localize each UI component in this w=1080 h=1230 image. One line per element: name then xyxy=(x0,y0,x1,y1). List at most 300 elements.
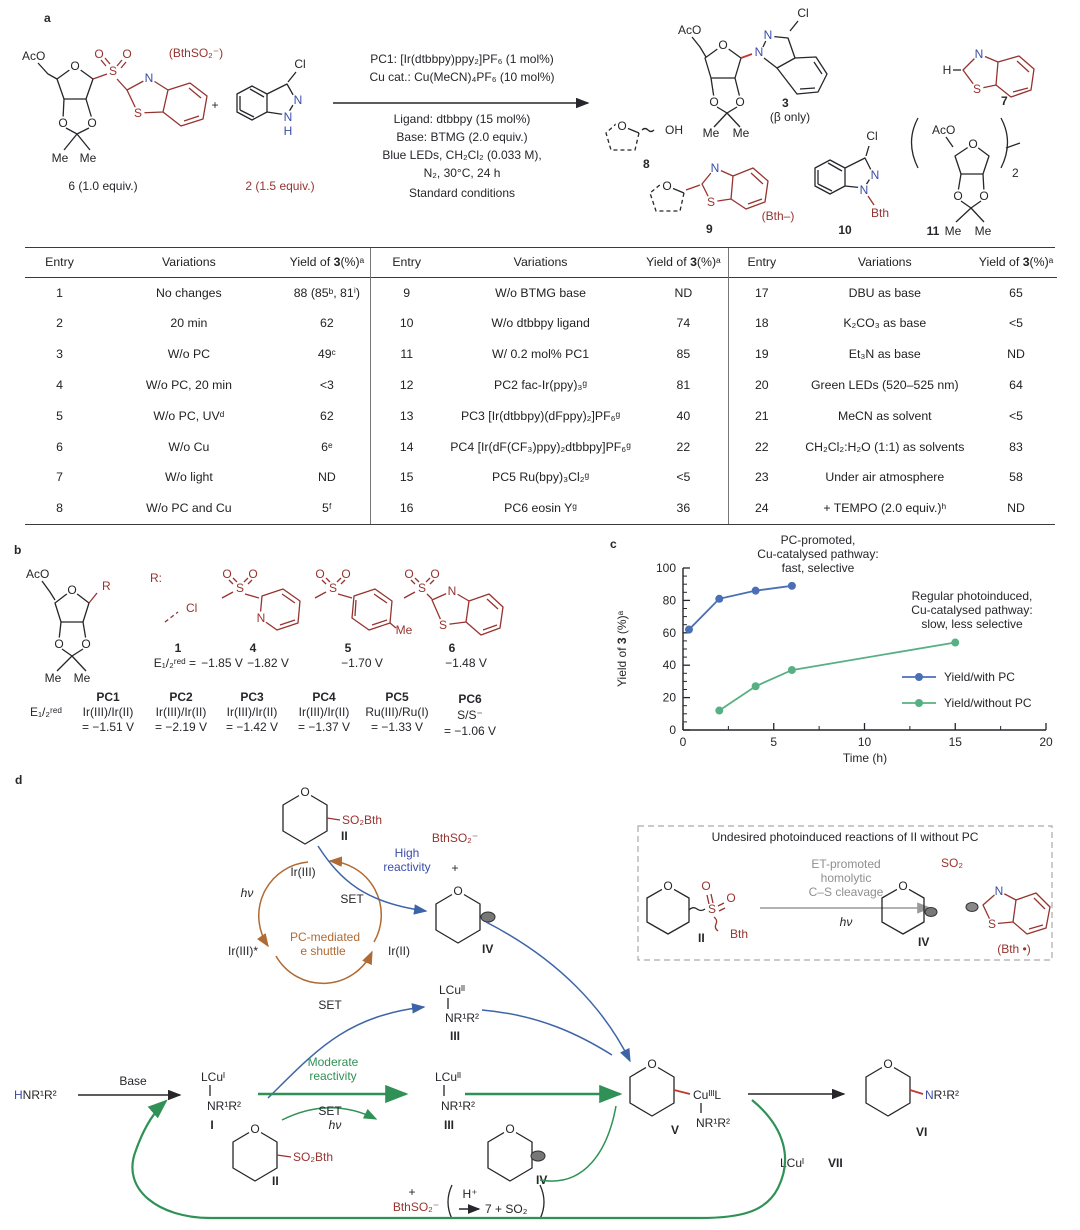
r-heading: R: xyxy=(150,571,162,585)
pc-shuttle-2: e shuttle xyxy=(300,944,346,958)
pc3-potential: = −1.42 V xyxy=(225,720,279,734)
bth-fragment-label: (Bth–) xyxy=(761,209,795,223)
r6-n: N xyxy=(447,584,457,598)
cmp2-n1: N xyxy=(283,110,293,124)
cmp7-n: N xyxy=(974,47,984,61)
nr1r2-label: NR¹R² xyxy=(445,1011,479,1025)
entry-cell: 20 xyxy=(754,378,769,393)
conditions-line-4: Base: BTMG (2.0 equiv.) xyxy=(396,130,528,144)
entry-cell: 3 xyxy=(56,347,63,362)
yield-cell: <5 xyxy=(1008,316,1023,331)
r6-s2: S xyxy=(438,618,448,632)
iii-label: III xyxy=(449,1029,461,1043)
variation-cell: W/o BTMG base xyxy=(495,285,586,300)
inset-s: S xyxy=(707,902,717,916)
base-label: Base xyxy=(119,1074,147,1088)
lcu2-label: LCuᴵᴵ xyxy=(434,1070,462,1084)
table-row xyxy=(729,432,1057,463)
h-plus: H⁺ xyxy=(462,1187,478,1201)
annotation-without-pc xyxy=(911,589,1032,631)
r4-o1: O xyxy=(222,567,232,581)
sugar-me2: Me xyxy=(73,671,91,685)
diox-o1: O xyxy=(58,116,68,130)
blue-connector-iii-to-v xyxy=(482,1010,612,1055)
reaction-conditions xyxy=(369,52,554,200)
moderate-reactivity-1: Moderate xyxy=(307,1055,359,1069)
amine-label: HNR¹R² xyxy=(14,1088,57,1102)
cmp11-subscript: 2 xyxy=(1012,166,1019,180)
yield-cell: 64 xyxy=(1009,378,1023,393)
vi-label: VI xyxy=(916,1125,928,1139)
variation-cell: 20 min xyxy=(170,316,208,331)
r6-o1: O xyxy=(404,567,414,581)
r5-s: S xyxy=(328,581,338,595)
pc1-name: PC1 xyxy=(96,690,120,704)
radical-lobe xyxy=(925,908,937,917)
table-row xyxy=(25,494,370,525)
lcu1-label: LCuᴵ xyxy=(780,1156,805,1170)
r4-o2: O xyxy=(248,567,258,581)
plus-sign: + xyxy=(408,1185,416,1199)
annotation-line: Regular photoinduced, xyxy=(911,589,1033,603)
cmp3-n2: N xyxy=(763,28,773,42)
ring-o: O xyxy=(250,1122,260,1136)
bthso2-anion: BthSO₂⁻ xyxy=(392,1200,440,1214)
cmp2-h: H xyxy=(283,124,293,138)
pc3-couple: Ir(III)/Ir(II) xyxy=(226,705,278,719)
compound-8-number: 8 xyxy=(643,157,650,171)
entry-cell: 19 xyxy=(754,347,769,362)
sulfonyl-s: S xyxy=(108,64,118,78)
lcu2-label: LCuᴵᴵ xyxy=(438,983,466,997)
inset-bth-n: N xyxy=(994,884,1004,898)
conditions-line-3: Ligand: dtbbpy (15 mol%) xyxy=(393,112,531,126)
entry-cell: 8 xyxy=(56,501,63,516)
results-table-3 xyxy=(728,248,1057,524)
r1-number: 1 xyxy=(174,641,182,655)
table-row xyxy=(729,370,1057,401)
header-yield: Yield of 3(%)ᵃ xyxy=(289,254,365,269)
r6-number: 6 xyxy=(448,641,456,655)
legend-marker-point xyxy=(915,699,923,707)
ring-o: O xyxy=(300,785,310,799)
inset-ii-label: II xyxy=(698,931,705,945)
cmp9-o: O xyxy=(662,179,672,193)
cu3-label: CuᴵᴵᴵL xyxy=(693,1088,722,1102)
table-row xyxy=(25,340,370,371)
bth-radical-label: (Bth •) xyxy=(997,942,1031,956)
compound-6-label: 6 (1.0 equiv.) xyxy=(68,179,138,193)
table-row xyxy=(729,401,1057,432)
blue-arrow-i-to-iii xyxy=(268,1007,424,1098)
table-row xyxy=(371,401,728,432)
r4-n: N xyxy=(256,611,266,625)
yield-cell: ND xyxy=(674,285,693,300)
yield-cell: 49ᶜ xyxy=(317,347,336,362)
blue-arrow-iv-to-v xyxy=(486,922,630,1061)
x-tick-labels xyxy=(680,735,1053,749)
header-yield: Yield of 3(%)ᵃ xyxy=(978,254,1054,269)
protonation-note xyxy=(448,1185,544,1219)
high-reactivity-2: reactivity xyxy=(383,860,431,874)
r5-potential: −1.70 V xyxy=(341,656,383,670)
table-row xyxy=(25,309,370,340)
entry-cell: 7 xyxy=(56,470,63,485)
aco-label: AcO xyxy=(22,49,46,63)
compound-3-structure xyxy=(678,6,827,140)
bth-n: N xyxy=(144,71,154,85)
yield-cell: <3 xyxy=(319,378,334,393)
annotation-with-pc xyxy=(757,533,878,575)
entry-cell: 17 xyxy=(754,285,769,300)
entry-cell: 14 xyxy=(399,439,414,454)
lcu1-label: LCuᴵ xyxy=(200,1070,226,1084)
y-tick: 60 xyxy=(662,625,676,640)
i-label: I xyxy=(210,1118,214,1132)
green-arc-iv-to-v xyxy=(540,1106,616,1181)
cmp11-ring-o: O xyxy=(968,137,978,151)
panel-c-chart xyxy=(600,530,1080,765)
yield-cell: <5 xyxy=(676,470,691,485)
cmp3-diox-o2: O xyxy=(735,95,745,109)
yield-cell: 85 xyxy=(676,347,691,362)
header-entry: Entry xyxy=(747,254,777,269)
variation-cell: Green LEDs (520–525 nm) xyxy=(810,378,959,393)
yield-cell: <5 xyxy=(1008,408,1023,423)
set-label: SET xyxy=(318,1104,342,1118)
variation-cell: MeCN as solvent xyxy=(837,408,932,423)
table-row xyxy=(729,494,1057,525)
cmp8-oh: OH xyxy=(665,123,683,137)
yield-cell: 62 xyxy=(320,408,334,423)
me2: Me xyxy=(79,151,97,165)
iv-label: IV xyxy=(482,942,494,956)
table-row xyxy=(371,494,728,525)
pc4-name: PC4 xyxy=(312,690,336,704)
x-tick: 15 xyxy=(948,735,962,749)
inset-iv-label: IV xyxy=(918,935,930,949)
inset-title: Undesired photoinduced reactions of II without PC xyxy=(711,830,979,844)
plus-sign: + xyxy=(211,98,219,112)
r-group-1 xyxy=(154,601,243,670)
to-7-so2: 7 + SO₂ xyxy=(485,1202,528,1216)
inset-o1: O xyxy=(701,879,711,893)
cmp2-n2: N xyxy=(293,93,303,107)
vi-amine-label: NR¹R² xyxy=(925,1088,959,1102)
entry-cell: 15 xyxy=(399,470,414,485)
set-top-label: SET xyxy=(340,892,364,906)
inset-bth: Bth xyxy=(730,927,749,941)
x-axis-title: Time (h) xyxy=(842,751,888,765)
complex-iii-upper xyxy=(439,983,479,1043)
sulfonyl-o2: O xyxy=(122,47,132,61)
variation-cell: W/o PC, 20 min xyxy=(145,378,232,393)
compound-11-structure xyxy=(912,118,1021,238)
panel-b-label: b xyxy=(14,543,22,557)
diox-o2: O xyxy=(87,116,97,130)
cmp2-cl: Cl xyxy=(294,57,306,71)
cmp11-me2: Me xyxy=(974,224,992,238)
x-tick: 20 xyxy=(1039,735,1053,749)
complex-i xyxy=(201,1070,241,1132)
r5-number: 5 xyxy=(344,641,352,655)
variation-cell: + TEMPO (2.0 equiv.)ʰ xyxy=(823,501,947,516)
r6-s: S xyxy=(417,581,427,595)
variation-cell: CH₂Cl₂:H₂O (1:1) as solvents xyxy=(805,439,965,454)
iv-label: IV xyxy=(536,1173,548,1187)
ir3-label: Ir(III) xyxy=(290,865,316,879)
ring-o: O xyxy=(663,879,673,893)
bthso2-anion: BthSO₂⁻ xyxy=(431,831,479,845)
nr1r2-label: NR¹R² xyxy=(696,1116,730,1130)
compound-3-number: 3 xyxy=(782,96,789,110)
photocatalyst-potentials xyxy=(30,690,496,738)
inset-arrow-text-3: C–S cleavage xyxy=(808,885,884,899)
cmp3-aco: AcO xyxy=(678,23,702,37)
variation-cell: PC2 fac-Ir(ppy)₃ᵍ xyxy=(494,378,588,393)
r5-me: Me xyxy=(395,623,413,637)
y-tick: 100 xyxy=(655,561,676,575)
sugar-diox-o2: O xyxy=(81,637,91,651)
table-row xyxy=(729,340,1057,371)
variation-cell: W/o PC xyxy=(167,347,211,362)
yield-cell: 83 xyxy=(1009,439,1023,454)
annotation-line: Cu-catalysed pathway: xyxy=(757,547,879,561)
compound-10-structure xyxy=(815,129,889,237)
entry-cell: 1 xyxy=(56,285,63,300)
panel-b-sugar xyxy=(26,567,111,685)
so2bth-label: SO₂Bth xyxy=(342,813,383,827)
green-return-loop xyxy=(132,1100,785,1218)
variation-cell: W/ 0.2 mol% PC1 xyxy=(492,347,590,362)
inset-so2: SO₂ xyxy=(941,856,963,870)
photoredox-cycle xyxy=(228,861,410,1012)
cmp7-h: H xyxy=(942,63,952,77)
entry-cell: 22 xyxy=(754,439,769,454)
compound-8-structure xyxy=(606,119,683,171)
entry-cell: 12 xyxy=(399,378,414,393)
bthso2-salt-label: (BthSO₂⁻) xyxy=(168,46,224,60)
r5-o1: O xyxy=(315,567,325,581)
set-bottom-label: SET xyxy=(318,998,342,1012)
complex-iii-lower xyxy=(435,1070,475,1132)
plus-sign: + xyxy=(451,861,459,875)
entry-cell: 21 xyxy=(754,408,769,423)
entry-cell: 5 xyxy=(56,408,63,423)
panel-b-redox xyxy=(0,530,600,760)
variation-cell: PC5 Ru(bpy)₃Cl₂ᵍ xyxy=(492,470,590,485)
compound-7-structure xyxy=(943,47,1034,108)
variation-cell: Under air atmosphere xyxy=(825,470,945,485)
yield-cell: ND xyxy=(1007,347,1025,362)
entry-cell: 10 xyxy=(399,316,414,331)
entry-cell: 24 xyxy=(754,501,769,516)
cmp10-n2: N xyxy=(870,168,880,182)
cmp3-cl: Cl xyxy=(797,6,809,20)
inset-arrow-text-2: homolytic xyxy=(820,871,872,885)
pc1-couple: Ir(III)/Ir(II) xyxy=(82,705,134,719)
r-group-4 xyxy=(222,567,300,670)
cmp10-n1: N xyxy=(859,183,869,197)
y-axis-title: Yield of 3 (%)ᵃ xyxy=(615,610,629,688)
results-table-1 xyxy=(25,248,370,524)
table-row xyxy=(371,278,728,309)
ir3-excited-label: Ir(III)* xyxy=(228,944,258,958)
conditions-line-5: Blue LEDs, CH₂Cl₂ (0.033 M), xyxy=(382,148,542,162)
panel-a-label: a xyxy=(44,11,51,25)
annotation-line: Cu-catalysed pathway: xyxy=(911,603,1033,617)
so2bth-label: SO₂Bth xyxy=(293,1150,334,1164)
yield-cell: ND xyxy=(1007,501,1025,516)
cmp8-o: O xyxy=(617,119,627,133)
variation-cell: W/o light xyxy=(164,470,213,485)
cmp11-me1: Me xyxy=(944,224,962,238)
r1-cl: Cl xyxy=(186,601,198,615)
pc2-name: PC2 xyxy=(169,690,193,704)
cmp11-aco: AcO xyxy=(932,123,956,137)
entry-cell: 4 xyxy=(56,378,63,393)
table-header xyxy=(371,248,728,278)
pc4-couple: Ir(III)/Ir(II) xyxy=(298,705,350,719)
pc6-couple: S/S⁻ xyxy=(457,708,483,722)
results-table-2 xyxy=(370,248,728,524)
vii-label: VII xyxy=(828,1156,843,1170)
ring-o: O xyxy=(505,1122,515,1136)
table-row xyxy=(729,309,1057,340)
entry-cell: 16 xyxy=(399,501,414,516)
ring-o: O xyxy=(453,884,463,898)
yield-cell: 6ᵉ xyxy=(321,439,333,454)
x-tick: 0 xyxy=(679,735,687,749)
variation-cell: PC3 [Ir(dtbbpy)(dFppy)₂]PF₆ᵍ xyxy=(460,408,621,423)
x-tick: 5 xyxy=(770,735,778,749)
yield-cell: 22 xyxy=(676,439,691,454)
yield-cell: 36 xyxy=(676,501,691,516)
compound-6-structure xyxy=(22,46,223,193)
legend-label-with-pc: Yield/with PC xyxy=(944,670,1015,684)
sulfonyl-o1: O xyxy=(94,47,104,61)
entry-cell: 23 xyxy=(754,470,769,485)
annotation-line: PC-promoted, xyxy=(780,533,856,547)
yield-cell: 62 xyxy=(320,316,334,331)
cmp3-me1: Me xyxy=(702,126,720,140)
iii-label: III xyxy=(443,1118,455,1132)
me1: Me xyxy=(51,151,69,165)
table-row xyxy=(371,432,728,463)
table-row xyxy=(371,370,728,401)
yield-cell: 40 xyxy=(676,408,691,423)
radical-lobe xyxy=(481,912,495,922)
r4-potential: −1.82 V xyxy=(247,656,289,670)
e-row-label: E₁/₂ʳᵉᵈ xyxy=(30,705,62,719)
ring-o: O xyxy=(647,1057,657,1071)
y-tick-labels xyxy=(656,561,676,737)
y-tick: 40 xyxy=(662,658,676,673)
header-yield: Yield of 3(%)ᵃ xyxy=(646,254,721,269)
pc3-name: PC3 xyxy=(240,690,264,704)
table-row xyxy=(25,370,370,401)
ring-o: O xyxy=(883,1057,893,1071)
r-group-6 xyxy=(404,567,503,670)
y-tick: 20 xyxy=(662,690,676,705)
table-header xyxy=(25,248,370,278)
conditions-line-7: Standard conditions xyxy=(408,186,516,200)
yield-cell: 65 xyxy=(1009,285,1023,300)
ii-label: II xyxy=(341,829,348,843)
nr1r2-label: NR¹R² xyxy=(441,1099,475,1113)
sugar-me1: Me xyxy=(44,671,62,685)
entry-cell: 11 xyxy=(400,347,414,362)
e-half-label: E₁/₂ʳᵉᵈ = xyxy=(153,656,196,670)
radical-iv-top xyxy=(436,884,495,956)
r6-o2: O xyxy=(430,567,440,581)
r4-s: S xyxy=(235,581,245,595)
compound-10-number: 10 xyxy=(838,223,852,237)
substrate-ii-bottom xyxy=(233,1122,333,1188)
compound-9-number: 9 xyxy=(706,222,713,236)
r-group-5 xyxy=(315,567,413,670)
table-row xyxy=(25,432,370,463)
beta-only-label: (β only) xyxy=(769,110,811,124)
variation-cell: K₂CO₃ as base xyxy=(843,316,927,331)
moderate-reactivity-2: reactivity xyxy=(309,1069,357,1083)
pc4-potential: = −1.37 V xyxy=(297,720,351,734)
header-entry: Entry xyxy=(392,254,422,269)
complex-v xyxy=(630,1057,730,1137)
cmp11-diox-o2: O xyxy=(979,189,989,203)
compound-7-number: 7 xyxy=(1001,94,1008,108)
compound-11-number: 11 xyxy=(926,224,940,238)
cmp3-me2: Me xyxy=(732,126,750,140)
yield-cell: 81 xyxy=(676,378,691,393)
compound-2-structure xyxy=(237,57,315,193)
variation-cell: W/o Cu xyxy=(168,439,210,454)
inset-arrow-text-1: ET-promoted xyxy=(811,857,881,871)
chart-legend xyxy=(902,670,1032,710)
r6-potential: −1.48 V xyxy=(445,656,487,670)
y-tick: 0 xyxy=(669,723,676,737)
table-row xyxy=(729,463,1057,494)
sugar-diox-o1: O xyxy=(54,637,64,651)
r4-number: 4 xyxy=(249,641,257,655)
conditions-line-2: Cu cat.: Cu(MeCN)₄PF₆ (10 mol%) xyxy=(369,70,555,84)
table-row xyxy=(371,340,728,371)
variation-cell: W/o dtbbpy ligand xyxy=(491,316,590,331)
inset-bth-s: S xyxy=(987,917,997,931)
table-row xyxy=(25,278,370,309)
cmp3-n1: N xyxy=(754,45,764,59)
variation-cell: W/o PC, UVᵈ xyxy=(153,408,225,423)
nr1r2-label: NR¹R² xyxy=(207,1099,241,1113)
entry-cell: 18 xyxy=(754,316,769,331)
variation-cell: W/o PC and Cu xyxy=(146,501,232,516)
table-row xyxy=(371,463,728,494)
radical-lobe xyxy=(531,1151,545,1161)
pc5-couple: Ru(III)/Ru(I) xyxy=(365,705,429,719)
inset-o2: O xyxy=(726,891,736,905)
radical-lobe xyxy=(966,903,978,912)
yield-cell: 88 (85ᵇ, 81ⁱ) xyxy=(293,285,361,300)
legend-marker-point xyxy=(915,673,923,681)
compound-9-structure xyxy=(650,161,794,236)
yield-cell: 5ᶠ xyxy=(322,501,332,516)
substrate-ii-top xyxy=(283,785,382,844)
cmp10-bth: Bth xyxy=(870,206,890,220)
variation-cell: No changes xyxy=(156,285,222,300)
yield-cell: 58 xyxy=(1009,470,1023,485)
cmp3-ring-o: O xyxy=(718,38,728,52)
panel-a-scheme xyxy=(0,0,1080,246)
